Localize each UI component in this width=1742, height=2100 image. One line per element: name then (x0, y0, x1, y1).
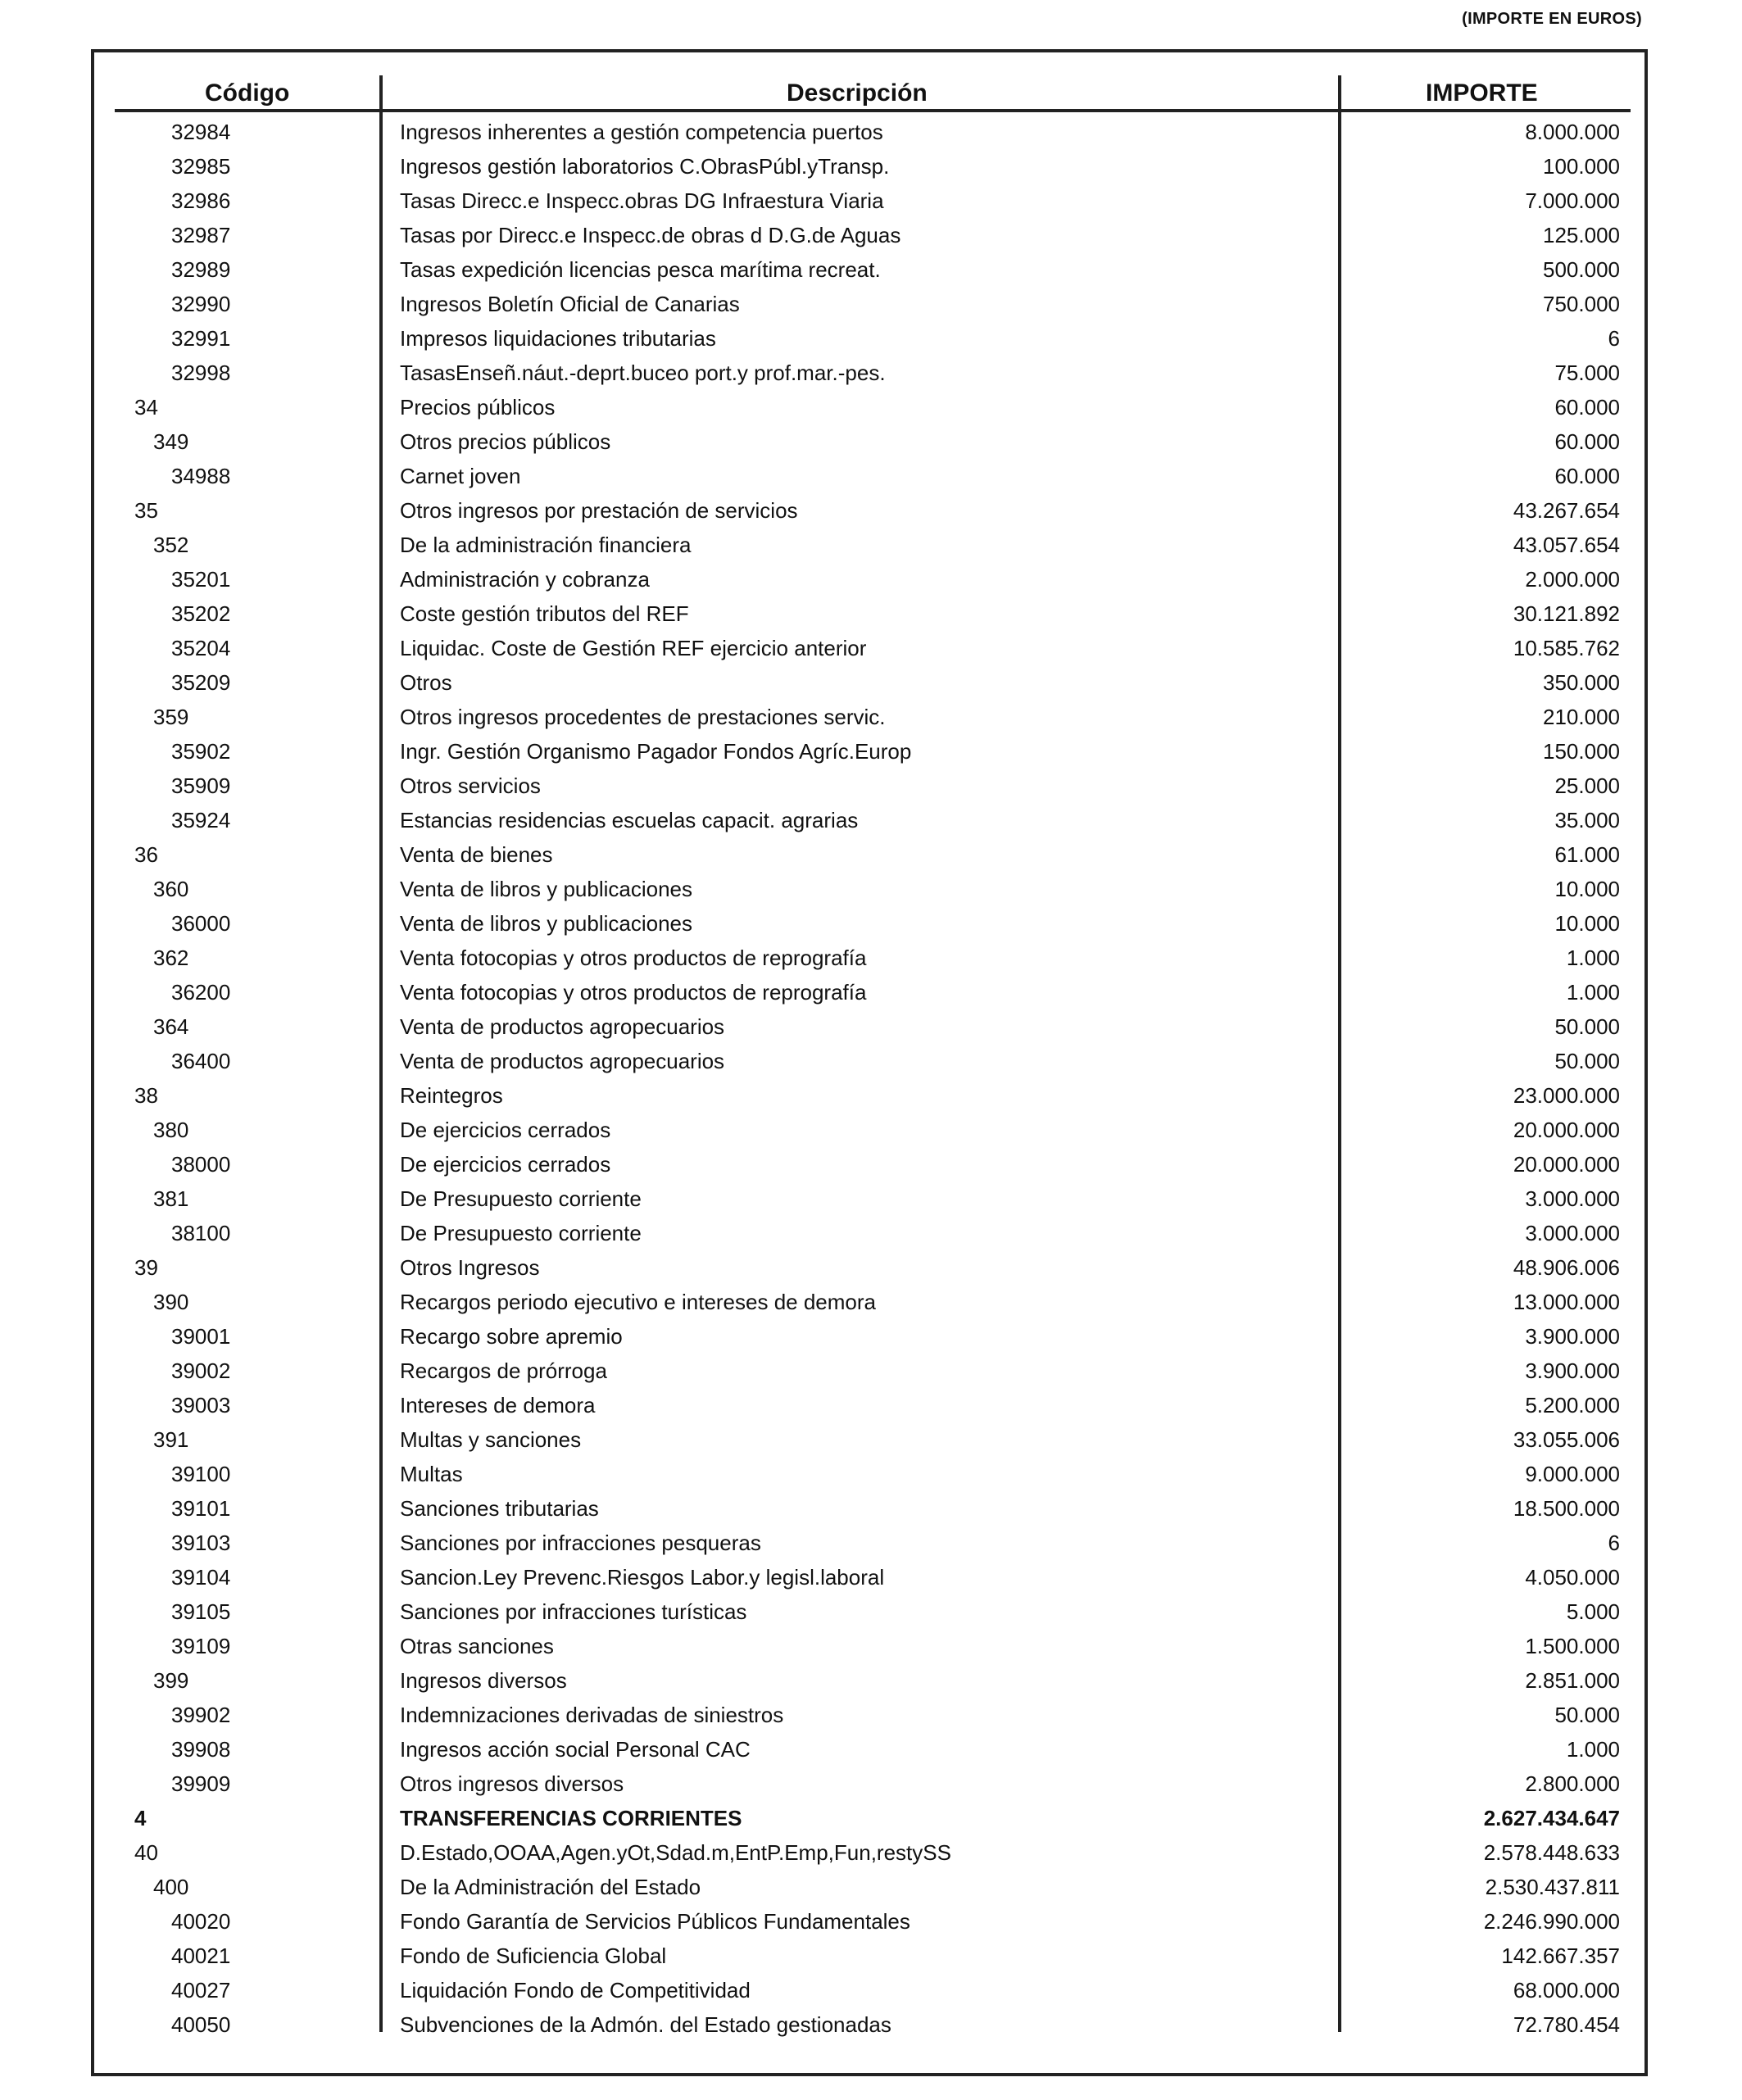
row-amount: 72.780.454 (1513, 2012, 1620, 2037)
table-row (0, 528, 1742, 562)
table-row (0, 321, 1742, 356)
table-row (0, 837, 1742, 872)
row-amount: 48.906.006 (1513, 1255, 1620, 1280)
row-description: De Presupuesto corriente (400, 1221, 642, 1245)
row-amount: 20.000.000 (1513, 1152, 1620, 1177)
table-row (0, 1491, 1742, 1526)
row-description: Indemnizaciones derivadas de siniestros (400, 1703, 784, 1727)
row-description: Sanciones tributarias (400, 1496, 599, 1521)
row-code: 35902 (171, 739, 231, 764)
table-row (0, 1216, 1742, 1250)
row-code: 391 (153, 1427, 189, 1452)
row-code: 38000 (171, 1152, 231, 1177)
table-row (0, 1422, 1742, 1457)
row-amount: 125.000 (1543, 223, 1620, 247)
row-code: 35201 (171, 567, 231, 592)
row-description: Otros (400, 670, 452, 695)
row-description: Recargo sobre apremio (400, 1324, 623, 1349)
table-row (0, 1526, 1742, 1560)
row-description: Subvenciones de la Admón. del Estado gestionadas (400, 2012, 891, 2037)
row-description: Ingresos gestión laboratorios C.ObrasPúbl.yTransp. (400, 154, 890, 179)
row-amount: 500.000 (1543, 257, 1620, 282)
row-code: 39908 (171, 1737, 231, 1762)
table-row (0, 1113, 1742, 1147)
row-amount: 23.000.000 (1513, 1083, 1620, 1108)
table-row (0, 1182, 1742, 1216)
row-description: Fondo Garantía de Servicios Públicos Fundamentales (400, 1909, 910, 1934)
row-code: 34 (134, 395, 158, 420)
row-code: 40021 (171, 1944, 231, 1968)
table-row (0, 1250, 1742, 1285)
row-description: Otros Ingresos (400, 1255, 540, 1280)
table-row (0, 1285, 1742, 1319)
row-amount: 35.000 (1554, 808, 1620, 832)
row-code: 32984 (171, 120, 231, 144)
row-description: Ingresos diversos (400, 1668, 567, 1693)
row-code: 40020 (171, 1909, 231, 1934)
row-amount: 1.000 (1566, 1737, 1620, 1762)
table-row (0, 218, 1742, 252)
row-description: Ingr. Gestión Organismo Pagador Fondos Agríc.Europ (400, 739, 912, 764)
table-row (0, 1044, 1742, 1078)
table-row (0, 493, 1742, 528)
row-code: 34988 (171, 464, 231, 488)
row-description: Venta de libros y publicaciones (400, 911, 693, 936)
row-code: 39109 (171, 1634, 231, 1658)
table-row (0, 941, 1742, 975)
row-description: Precios públicos (400, 395, 556, 420)
row-amount: 43.267.654 (1513, 498, 1620, 523)
row-description: De la Administración del Estado (400, 1875, 701, 1899)
row-description: Estancias residencias escuelas capacit. agrarias (400, 808, 859, 832)
table-row (0, 1698, 1742, 1732)
row-amount: 10.000 (1554, 911, 1620, 936)
row-code: 40 (134, 1840, 158, 1865)
row-code: 32998 (171, 361, 231, 385)
row-description: Sanciones por infracciones pesqueras (400, 1531, 761, 1555)
row-amount: 2.627.434.647 (1483, 1806, 1620, 1830)
table-row (0, 1560, 1742, 1594)
row-description: Otros ingresos por prestación de servicios (400, 498, 798, 523)
table-row (0, 596, 1742, 631)
table-row (0, 700, 1742, 734)
row-code: 35204 (171, 636, 231, 660)
table-row (0, 1009, 1742, 1044)
row-code: 4 (134, 1806, 147, 1830)
row-code: 39100 (171, 1462, 231, 1486)
row-description: Ingresos Boletín Oficial de Canarias (400, 292, 740, 316)
table-row (0, 1663, 1742, 1698)
row-description: Venta de productos agropecuarios (400, 1049, 725, 1073)
row-code: 40027 (171, 1978, 231, 2002)
row-description: D.Estado,OOAA,Agen.yOt,Sdad.m,EntP.Emp,Fun,restySS (400, 1840, 951, 1865)
row-amount: 142.667.357 (1501, 1944, 1620, 1968)
row-amount: 3.900.000 (1525, 1358, 1620, 1383)
row-code: 32989 (171, 257, 231, 282)
row-code: 39101 (171, 1496, 231, 1521)
table-row (0, 1939, 1742, 1973)
row-amount: 2.578.448.633 (1483, 1840, 1620, 1865)
row-code: 32985 (171, 154, 231, 179)
row-amount: 2.000.000 (1525, 567, 1620, 592)
row-description: Recargos periodo ejecutivo e intereses de demora (400, 1290, 877, 1314)
row-code: 32990 (171, 292, 231, 316)
row-code: 362 (153, 946, 189, 970)
row-amount: 43.057.654 (1513, 533, 1620, 557)
row-code: 38100 (171, 1221, 231, 1245)
row-amount: 75.000 (1554, 361, 1620, 385)
row-description: Carnet joven (400, 464, 521, 488)
row-code: 39902 (171, 1703, 231, 1727)
row-code: 40050 (171, 2012, 231, 2037)
row-description: Venta fotocopias y otros productos de reprografía (400, 980, 867, 1005)
row-code: 35924 (171, 808, 231, 832)
row-code: 35909 (171, 773, 231, 798)
row-amount: 4.050.000 (1525, 1565, 1620, 1590)
row-code: 364 (153, 1014, 189, 1039)
row-amount: 68.000.000 (1513, 1978, 1620, 2002)
table-row (0, 562, 1742, 596)
row-code: 349 (153, 429, 189, 454)
table-row (0, 149, 1742, 184)
table-row (0, 769, 1742, 803)
table-row (0, 631, 1742, 665)
row-amount: 8.000.000 (1525, 120, 1620, 144)
row-code: 39105 (171, 1599, 231, 1624)
column-header-description: Descripción (787, 79, 928, 107)
row-amount: 50.000 (1554, 1049, 1620, 1073)
table-row (0, 287, 1742, 321)
row-description: Recargos de prórroga (400, 1358, 607, 1383)
row-amount: 750.000 (1543, 292, 1620, 316)
row-amount: 30.121.892 (1513, 601, 1620, 626)
row-code: 32986 (171, 188, 231, 213)
row-amount: 61.000 (1554, 842, 1620, 867)
row-amount: 210.000 (1543, 705, 1620, 729)
row-description: Venta fotocopias y otros productos de reprografía (400, 946, 867, 970)
table-row (0, 252, 1742, 287)
table-row (0, 1835, 1742, 1870)
row-description: Multas y sanciones (400, 1427, 582, 1452)
row-code: 359 (153, 705, 189, 729)
table-row (0, 459, 1742, 493)
row-code: 380 (153, 1118, 189, 1142)
header-rule (115, 109, 1631, 112)
row-description: Sancion.Ley Prevenc.Riesgos Labor.y legisl.laboral (400, 1565, 885, 1590)
row-description: TRANSFERENCIAS CORRIENTES (400, 1806, 742, 1830)
row-amount: 20.000.000 (1513, 1118, 1620, 1142)
table-row (0, 115, 1742, 149)
row-amount: 3.900.000 (1525, 1324, 1620, 1349)
row-code: 39003 (171, 1393, 231, 1417)
row-description: Sanciones por infracciones turísticas (400, 1599, 747, 1624)
row-description: Multas (400, 1462, 463, 1486)
table-row (0, 424, 1742, 459)
row-code: 390 (153, 1290, 189, 1314)
row-amount: 3.000.000 (1525, 1186, 1620, 1211)
row-amount: 6 (1608, 1531, 1620, 1555)
row-code: 36 (134, 842, 158, 867)
row-amount: 25.000 (1554, 773, 1620, 798)
row-description: Administración y cobranza (400, 567, 650, 592)
row-description: De ejercicios cerrados (400, 1152, 611, 1177)
row-description: Liquidación Fondo de Competitividad (400, 1978, 751, 2002)
row-amount: 3.000.000 (1525, 1221, 1620, 1245)
table-row (0, 2007, 1742, 2042)
row-amount: 10.585.762 (1513, 636, 1620, 660)
table-row (0, 1629, 1742, 1663)
row-code: 39103 (171, 1531, 231, 1555)
row-amount: 33.055.006 (1513, 1427, 1620, 1452)
table-row (0, 734, 1742, 769)
row-description: Ingresos acción social Personal CAC (400, 1737, 751, 1762)
row-code: 39002 (171, 1358, 231, 1383)
column-header-amount: IMPORTE (1426, 79, 1538, 107)
table-row (0, 1904, 1742, 1939)
units-note: (IMPORTE EN EUROS) (1462, 10, 1642, 28)
table-row (0, 1594, 1742, 1629)
row-description: Tasas Direcc.e Inspecc.obras DG Infraestura Viaria (400, 188, 884, 213)
table-row (0, 1973, 1742, 2007)
row-code: 39909 (171, 1771, 231, 1796)
table-row (0, 1732, 1742, 1767)
table-row (0, 1801, 1742, 1835)
row-code: 38 (134, 1083, 158, 1108)
row-description: Reintegros (400, 1083, 503, 1108)
row-amount: 2.246.990.000 (1483, 1909, 1620, 1934)
row-code: 399 (153, 1668, 189, 1693)
table-row (0, 1147, 1742, 1182)
row-amount: 1.000 (1566, 946, 1620, 970)
row-description: Venta de productos agropecuarios (400, 1014, 725, 1039)
row-amount: 13.000.000 (1513, 1290, 1620, 1314)
row-amount: 10.000 (1554, 877, 1620, 901)
row-description: Ingresos inherentes a gestión competencia puertos (400, 120, 883, 144)
row-code: 36200 (171, 980, 231, 1005)
row-description: De la administración financiera (400, 533, 692, 557)
row-code: 32987 (171, 223, 231, 247)
table-row (0, 1388, 1742, 1422)
row-amount: 6 (1608, 326, 1620, 351)
table-row (0, 803, 1742, 837)
table-row (0, 356, 1742, 390)
row-description: Intereses de demora (400, 1393, 596, 1417)
column-header-code: Código (205, 79, 290, 107)
row-code: 39 (134, 1255, 158, 1280)
row-description: Otros precios públicos (400, 429, 611, 454)
table-row (0, 1457, 1742, 1491)
table-row (0, 665, 1742, 700)
row-description: Otros servicios (400, 773, 541, 798)
row-description: Tasas por Direcc.e Inspecc.de obras d D.G.de Aguas (400, 223, 901, 247)
row-amount: 5.000 (1566, 1599, 1620, 1624)
row-description: Tasas expedición licencias pesca marítima recreat. (400, 257, 881, 282)
row-code: 35202 (171, 601, 231, 626)
table-row (0, 1078, 1742, 1113)
row-amount: 1.000 (1566, 980, 1620, 1005)
table-row (0, 1870, 1742, 1904)
table-row (0, 975, 1742, 1009)
table-row (0, 184, 1742, 218)
row-code: 360 (153, 877, 189, 901)
row-description: Otros ingresos diversos (400, 1771, 624, 1796)
row-description: Liquidac. Coste de Gestión REF ejercicio anterior (400, 636, 867, 660)
row-amount: 1.500.000 (1525, 1634, 1620, 1658)
row-amount: 50.000 (1554, 1014, 1620, 1039)
row-code: 39001 (171, 1324, 231, 1349)
row-amount: 150.000 (1543, 739, 1620, 764)
row-amount: 2.800.000 (1525, 1771, 1620, 1796)
row-description: Coste gestión tributos del REF (400, 601, 689, 626)
table-row (0, 1354, 1742, 1388)
row-code: 36000 (171, 911, 231, 936)
row-description: Otros ingresos procedentes de prestaciones servic. (400, 705, 886, 729)
row-amount: 60.000 (1554, 429, 1620, 454)
row-code: 35209 (171, 670, 231, 695)
row-code: 39104 (171, 1565, 231, 1590)
row-description: Venta de bienes (400, 842, 553, 867)
table-row (0, 390, 1742, 424)
table-body (0, 115, 1742, 2042)
row-code: 36400 (171, 1049, 231, 1073)
table-row (0, 872, 1742, 906)
row-code: 352 (153, 533, 189, 557)
row-code: 32991 (171, 326, 231, 351)
row-description: Otras sanciones (400, 1634, 554, 1658)
row-amount: 60.000 (1554, 464, 1620, 488)
row-description: De Presupuesto corriente (400, 1186, 642, 1211)
row-amount: 350.000 (1543, 670, 1620, 695)
row-description: Fondo de Suficiencia Global (400, 1944, 667, 1968)
row-amount: 100.000 (1543, 154, 1620, 179)
row-amount: 18.500.000 (1513, 1496, 1620, 1521)
row-amount: 7.000.000 (1525, 188, 1620, 213)
row-amount: 2.530.437.811 (1485, 1875, 1620, 1899)
table-row (0, 1319, 1742, 1354)
row-description: Venta de libros y publicaciones (400, 877, 693, 901)
row-code: 400 (153, 1875, 189, 1899)
row-amount: 2.851.000 (1525, 1668, 1620, 1693)
table-row (0, 906, 1742, 941)
row-code: 35 (134, 498, 158, 523)
row-description: TasasEnseñ.náut.-deprt.buceo port.y prof.mar.-pes. (400, 361, 886, 385)
row-amount: 60.000 (1554, 395, 1620, 420)
row-amount: 5.200.000 (1525, 1393, 1620, 1417)
row-amount: 9.000.000 (1525, 1462, 1620, 1486)
row-description: De ejercicios cerrados (400, 1118, 611, 1142)
row-amount: 50.000 (1554, 1703, 1620, 1727)
table-row (0, 1767, 1742, 1801)
row-code: 381 (153, 1186, 189, 1211)
row-description: Impresos liquidaciones tributarias (400, 326, 716, 351)
